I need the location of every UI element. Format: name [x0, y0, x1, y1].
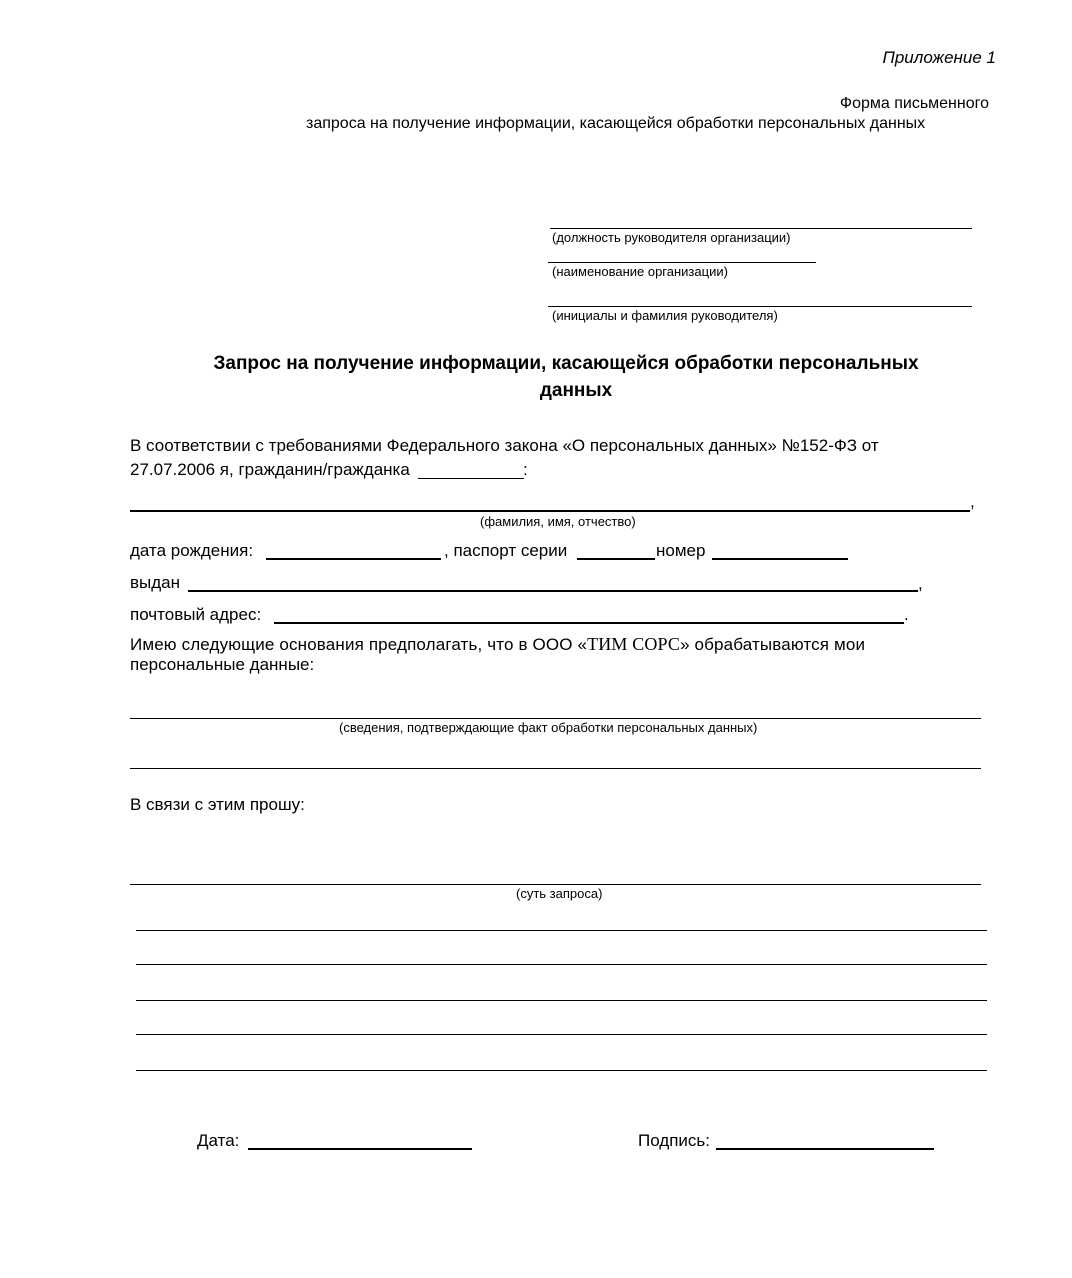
address-period: .: [904, 605, 909, 624]
fio-comma: ,: [970, 492, 975, 511]
request-field-6[interactable]: [136, 1070, 987, 1071]
document-title-line1: Запрос на получение информации, касающейся обработки персональных: [213, 353, 919, 374]
signature-field[interactable]: [716, 1148, 934, 1150]
passport-number-field[interactable]: [712, 558, 848, 560]
organization-hint: (наименование организации): [552, 264, 728, 279]
intro-line1: В соответствии с требованиями Федерального закона «О персональных данных» №152-ФЗ от: [130, 436, 879, 455]
address-field[interactable]: [274, 622, 904, 624]
issued-label: выдан: [130, 573, 181, 592]
grounds-field-2[interactable]: [130, 768, 981, 769]
appendix-label: Приложение 1: [882, 48, 996, 67]
issued-field[interactable]: [188, 590, 918, 592]
intro-line2-suffix: :: [523, 460, 528, 479]
grounds-line2: персональные данные:: [130, 655, 315, 674]
grounds-line1-part2: » обрабатываются мои: [680, 635, 866, 654]
request-field-5[interactable]: [136, 1034, 987, 1035]
request-field-1[interactable]: [130, 884, 981, 885]
passport-series-label: , паспорт серии: [444, 541, 568, 560]
position-hint: (должность руководителя организации): [552, 230, 791, 245]
fio-hint: (фамилия, имя, отчество): [480, 514, 636, 529]
passport-series-field[interactable]: [577, 558, 655, 560]
request-hint: (суть запроса): [516, 886, 603, 901]
head-name-field[interactable]: [548, 306, 972, 307]
signature-label: Подпись:: [638, 1131, 711, 1150]
passport-number-label: номер: [656, 541, 706, 560]
date-label: Дата:: [197, 1131, 240, 1150]
position-field[interactable]: [550, 228, 972, 229]
issued-comma: ,: [918, 574, 923, 593]
organization-field[interactable]: [548, 262, 816, 263]
company-name: ТИМ СОРС: [587, 634, 681, 654]
fio-field[interactable]: [130, 510, 970, 512]
address-label: почтовый адрес:: [130, 605, 262, 624]
request-field-3[interactable]: [136, 964, 987, 965]
birth-date-field[interactable]: [266, 558, 441, 560]
date-field[interactable]: [248, 1148, 472, 1150]
grounds-hint: (сведения, подтверждающие факт обработки персональных данных): [339, 720, 758, 735]
birth-date-label: дата рождения:: [130, 541, 254, 560]
grounds-line1-part1: Имею следующие основания предполагать, что в ООО «: [130, 635, 588, 654]
request-field-2[interactable]: [136, 930, 987, 931]
request-field-4[interactable]: [136, 1000, 987, 1001]
form-caption-line2: запроса на получение информации, касающейся обработки персональных данных: [306, 115, 926, 132]
citizen-field[interactable]: [418, 478, 524, 479]
grounds-field-1[interactable]: [130, 718, 981, 719]
grounds-line1: [130, 634, 865, 655]
intro-line2-prefix: 27.07.2006 я, гражданин/гражданка: [130, 460, 410, 479]
form-caption-line1: Форма письменного: [839, 95, 989, 112]
document-title-line2: данных: [539, 380, 613, 401]
head-name-hint: (инициалы и фамилия руководителя): [552, 308, 778, 323]
request-label: В связи с этим прошу:: [130, 795, 305, 814]
